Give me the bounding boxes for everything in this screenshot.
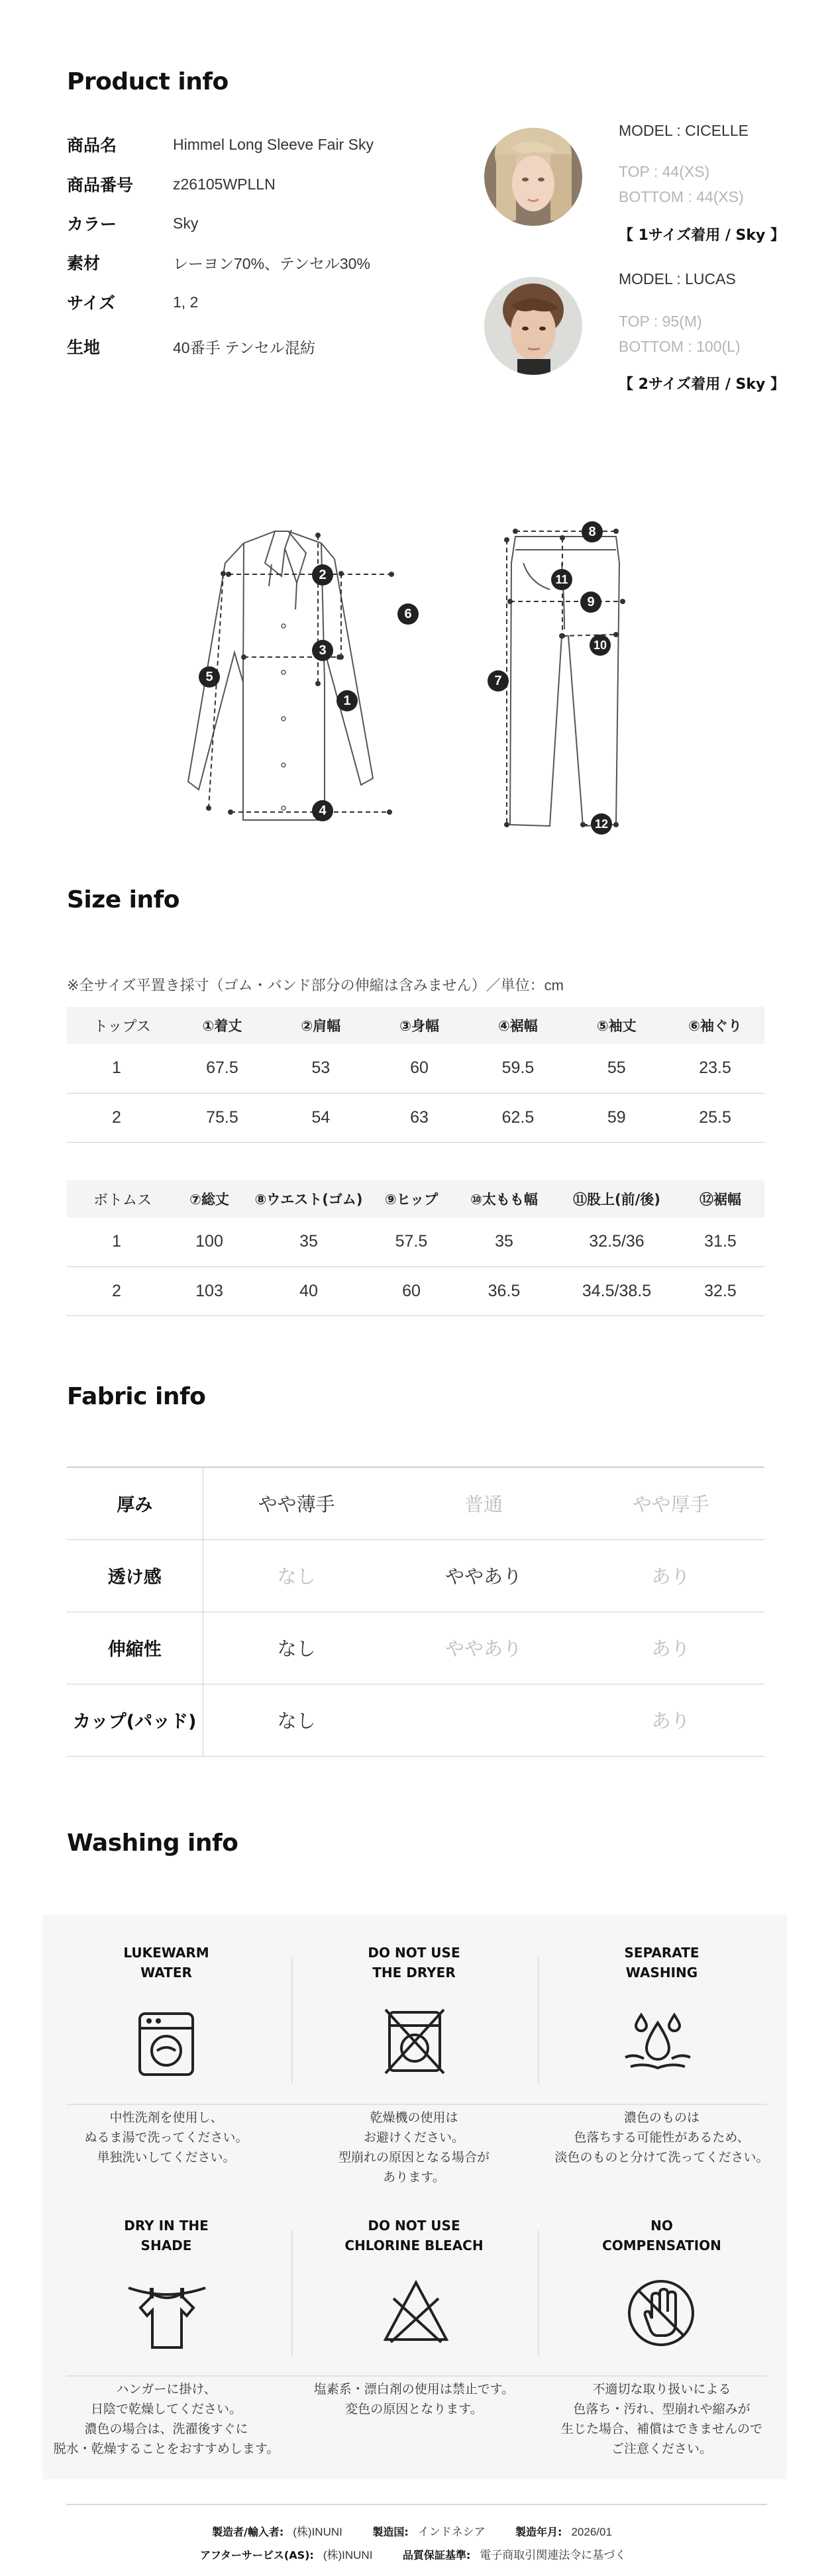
table-cell: 1 xyxy=(67,1044,173,1093)
fabric-value: 40番手 テンセル混紡 xyxy=(173,338,315,356)
model-photo-cicelle xyxy=(484,128,582,226)
wash-item-shade-desc xyxy=(42,2380,290,2459)
wash-item-no-compensation xyxy=(538,2216,786,2255)
material-value: レーヨン70%、テンセル30% xyxy=(173,254,370,272)
date-label: 製造年月: xyxy=(515,2526,562,2538)
country-label: 製造国: xyxy=(372,2526,409,2538)
marker-2-icon: 2 xyxy=(312,564,333,586)
table-header: ④裾幅 xyxy=(468,1007,567,1044)
table-cell: 40 xyxy=(246,1266,372,1315)
wash-item-separate-desc xyxy=(538,2108,786,2168)
wash-item-title: DO NOT USE THE DRYER xyxy=(368,1945,460,1981)
table-header: ⑪股上(前/後) xyxy=(557,1180,676,1217)
fabric-row-stretch xyxy=(67,1612,764,1684)
marker-1-icon: 1 xyxy=(336,690,358,711)
table-header: ⑦総丈 xyxy=(173,1180,246,1217)
table-cell: 59 xyxy=(567,1093,666,1142)
table-cell: 103 xyxy=(173,1266,246,1315)
fabric-option: あり xyxy=(651,1639,690,1660)
product-info-row xyxy=(67,131,374,158)
wash-item-desc: 塩素系・漂白剤の使用は禁止です。 変色の原因となります。 xyxy=(313,2383,515,2416)
product-number-label: 商品番号 xyxy=(67,176,134,195)
table-cell: 53 xyxy=(272,1044,370,1093)
table-cell: 67.5 xyxy=(173,1044,272,1093)
fabric-label: 透け感 xyxy=(67,1539,203,1612)
manufacturer-value: (株)INUNI xyxy=(293,2526,342,2538)
fabric-option xyxy=(390,1684,578,1756)
table-cell: 31.5 xyxy=(676,1217,764,1266)
no-bleach-icon xyxy=(382,2279,450,2345)
table-row xyxy=(67,1093,764,1142)
table-header: ⑧ウエスト(ゴム) xyxy=(246,1180,372,1217)
table-header: ⑫裾幅 xyxy=(676,1180,764,1217)
table-cell: 100 xyxy=(173,1217,246,1266)
material-label: 素材 xyxy=(67,254,101,273)
table-cell: 23.5 xyxy=(666,1044,764,1093)
model-name-cicelle: MODEL : CICELLE xyxy=(619,122,749,139)
marker-3-icon: 3 xyxy=(312,640,333,661)
table-cell: 35 xyxy=(451,1217,557,1266)
model-top-size: TOP : 95(M) xyxy=(619,313,702,330)
table-cell: 62.5 xyxy=(468,1093,567,1142)
table-cell: 35 xyxy=(246,1217,372,1266)
table-cell: 54 xyxy=(272,1093,370,1142)
fabric-label: 厚み xyxy=(67,1467,203,1539)
country-value: インドネシア xyxy=(417,2526,486,2538)
table-row xyxy=(67,1217,764,1266)
fabric-table xyxy=(67,1467,764,1757)
after-service-value: (株)INUNI xyxy=(323,2549,373,2561)
fabric-info-title: Fabric info xyxy=(67,1383,206,1410)
size-value: 1, 2 xyxy=(173,293,199,311)
table-cell: 75.5 xyxy=(173,1093,272,1142)
table-cell: 55 xyxy=(567,1044,666,1093)
fabric-row-sheerness xyxy=(67,1539,764,1612)
table-cell: 34.5/38.5 xyxy=(557,1266,676,1315)
washing-info-title: Washing info xyxy=(67,1829,238,1857)
wash-item-title: NO COMPENSATION xyxy=(602,2218,721,2253)
table-header: ③身幅 xyxy=(370,1007,469,1044)
after-service-label: アフターサービス(AS): xyxy=(200,2549,314,2561)
table-header-row xyxy=(67,1007,764,1044)
wash-item-desc: 不適切な取り扱いによる 色落ち・汚れ、型崩れや縮みが 生じた場合、補償はできませんので ご注意ください。 xyxy=(560,2383,762,2456)
model-bottom-size: BOTTOM : 44(XS) xyxy=(619,188,744,205)
model-bottom-size: BOTTOM : 100(L) xyxy=(619,338,741,355)
marker-8-icon: 8 xyxy=(582,521,603,542)
wash-item-title: DO NOT USE CHLORINE BLEACH xyxy=(344,2218,484,2253)
fabric-option: 普通 xyxy=(464,1494,503,1516)
color-value: Sky xyxy=(173,214,199,232)
marker-6-icon: 6 xyxy=(397,603,419,625)
table-cell: 32.5 xyxy=(676,1266,764,1315)
fabric-row-cup xyxy=(67,1684,764,1756)
wash-item-shade xyxy=(42,2216,290,2255)
wash-item-desc: 濃色のものは 色落ちする可能性があるため、 淡色のものと分けて洗ってください。 xyxy=(554,2111,769,2165)
wash-item-title: DRY IN THE SHADE xyxy=(124,2218,209,2253)
wash-item-lukewarm xyxy=(42,1943,290,1983)
fabric-option: ややあり xyxy=(444,1639,522,1660)
model-photo-lucas xyxy=(484,277,582,375)
product-info-row xyxy=(67,289,198,315)
table-cell: 63 xyxy=(370,1093,469,1142)
table-cell: 60 xyxy=(370,1044,469,1093)
table-cell: 2 xyxy=(67,1266,173,1315)
table-cell: 2 xyxy=(67,1093,173,1142)
fabric-option: あり xyxy=(651,1711,690,1732)
product-info-title: Product info xyxy=(67,68,229,95)
model-wearing-size: 【 2サイズ着用 / Sky 】 xyxy=(619,376,786,393)
product-name-label: 商品名 xyxy=(67,136,117,155)
table-header: トップス xyxy=(67,1007,173,1044)
table-header: ボトムス xyxy=(67,1180,173,1217)
marker-9-icon: 9 xyxy=(580,592,601,613)
table-row xyxy=(67,1044,764,1093)
table-header: ⑤袖丈 xyxy=(567,1007,666,1044)
footer-line-1 xyxy=(212,2522,612,2539)
table-row xyxy=(67,1266,764,1315)
table-header: ⑨ヒップ xyxy=(372,1180,451,1217)
marker-10-icon: 10 xyxy=(590,635,611,656)
table-header: ⑩太もも幅 xyxy=(451,1180,557,1217)
size-label: サイズ xyxy=(67,293,116,313)
wash-item-desc: 中性洗剤を使用し、 ぬるま湯で洗ってください。 単独洗いしてください。 xyxy=(84,2111,248,2165)
model-top-size: TOP : 44(XS) xyxy=(619,163,710,180)
table-cell: 36.5 xyxy=(451,1266,557,1315)
product-number-value: z26105WPLLN xyxy=(173,175,276,193)
fabric-option: なし xyxy=(277,1639,316,1660)
wash-item-no-bleach-desc xyxy=(290,2380,538,2420)
table-header-row xyxy=(67,1180,764,1217)
marker-5-icon: 5 xyxy=(199,666,220,688)
wash-item-no-compensation-desc xyxy=(538,2380,786,2459)
product-name-value: Himmel Long Sleeve Fair Sky xyxy=(173,135,374,153)
fabric-option: やや厚手 xyxy=(632,1494,709,1516)
fabric-label: カップ(パッド) xyxy=(67,1684,203,1756)
wash-item-desc: ハンガーに掛け、 日陰で乾燥してください。 濃色の場合は、洗濯後すぐに 脱水・乾燥することをおすすめします。 xyxy=(53,2383,280,2456)
table-header: ⑥袖ぐり xyxy=(666,1007,764,1044)
footer-divider xyxy=(66,2504,767,2505)
wash-item-no-dryer xyxy=(290,1943,538,1983)
table-header: ①着丈 xyxy=(173,1007,272,1044)
fabric-option: やや薄手 xyxy=(258,1494,335,1516)
no-dryer-icon xyxy=(383,2007,446,2076)
marker-7-icon: 7 xyxy=(488,670,509,692)
product-info-row xyxy=(67,333,315,360)
product-info-row xyxy=(67,171,276,197)
table-cell: 1 xyxy=(67,1217,173,1266)
wash-item-lukewarm-desc xyxy=(42,2108,290,2168)
model-wearing-size: 【 1サイズ着用 / Sky 】 xyxy=(619,227,786,244)
no-hand-icon xyxy=(625,2277,697,2349)
table-cell: 59.5 xyxy=(468,1044,567,1093)
table-cell: 60 xyxy=(372,1266,451,1315)
quality-label: 品質保証基準: xyxy=(402,2549,471,2561)
date-value: 2026/01 xyxy=(571,2526,612,2538)
model-name-lucas: MODEL : LUCAS xyxy=(619,270,736,287)
wash-item-separate xyxy=(538,1943,786,1983)
divider xyxy=(66,2104,767,2105)
wash-item-title: SEPARATE WASHING xyxy=(624,1945,699,1981)
table-header: ②肩幅 xyxy=(272,1007,370,1044)
product-info-row xyxy=(67,249,370,276)
fabric-label: 伸縮性 xyxy=(67,1612,203,1684)
color-label: カラー xyxy=(67,215,117,234)
fabric-option: なし xyxy=(277,1567,316,1588)
tops-size-table xyxy=(67,1007,764,1143)
wash-item-no-bleach xyxy=(290,2216,538,2255)
table-cell: 25.5 xyxy=(666,1093,764,1142)
table-cell: 57.5 xyxy=(372,1217,451,1266)
marker-12-icon: 12 xyxy=(591,813,612,835)
manufacturer-label: 製造者/輸入者: xyxy=(212,2526,284,2538)
washing-machine-icon xyxy=(136,2011,197,2077)
fabric-label: 生地 xyxy=(67,338,101,357)
color-bleed-icon xyxy=(621,2007,694,2076)
size-info-title: Size info xyxy=(67,886,180,913)
fabric-option: あり xyxy=(651,1567,690,1588)
bottoms-size-table xyxy=(67,1180,764,1316)
fabric-option: ややあり xyxy=(444,1567,522,1588)
quality-value: 電子商取引関連法令に基づく xyxy=(480,2549,627,2561)
table-cell: 32.5/36 xyxy=(557,1217,676,1266)
footer-line-2 xyxy=(200,2546,626,2562)
size-note: ※全サイズ平置き採寸（ゴム・バンド部分の伸縮は含みません）／単位：cm xyxy=(67,977,564,994)
wash-item-no-dryer-desc xyxy=(290,2108,538,2188)
divider xyxy=(66,2375,767,2377)
marker-11-icon: 11 xyxy=(551,569,572,590)
wash-item-desc: 乾燥機の使用は お避けください。 型崩れの原因となる場合が あります。 xyxy=(338,2111,490,2185)
fabric-row-thickness xyxy=(67,1467,764,1539)
hanger-dry-icon xyxy=(126,2279,208,2351)
wash-item-title: LUKEWARM WATER xyxy=(123,1945,209,1981)
fabric-option: なし xyxy=(277,1711,316,1732)
marker-4-icon: 4 xyxy=(312,800,333,821)
product-info-row xyxy=(67,210,198,236)
